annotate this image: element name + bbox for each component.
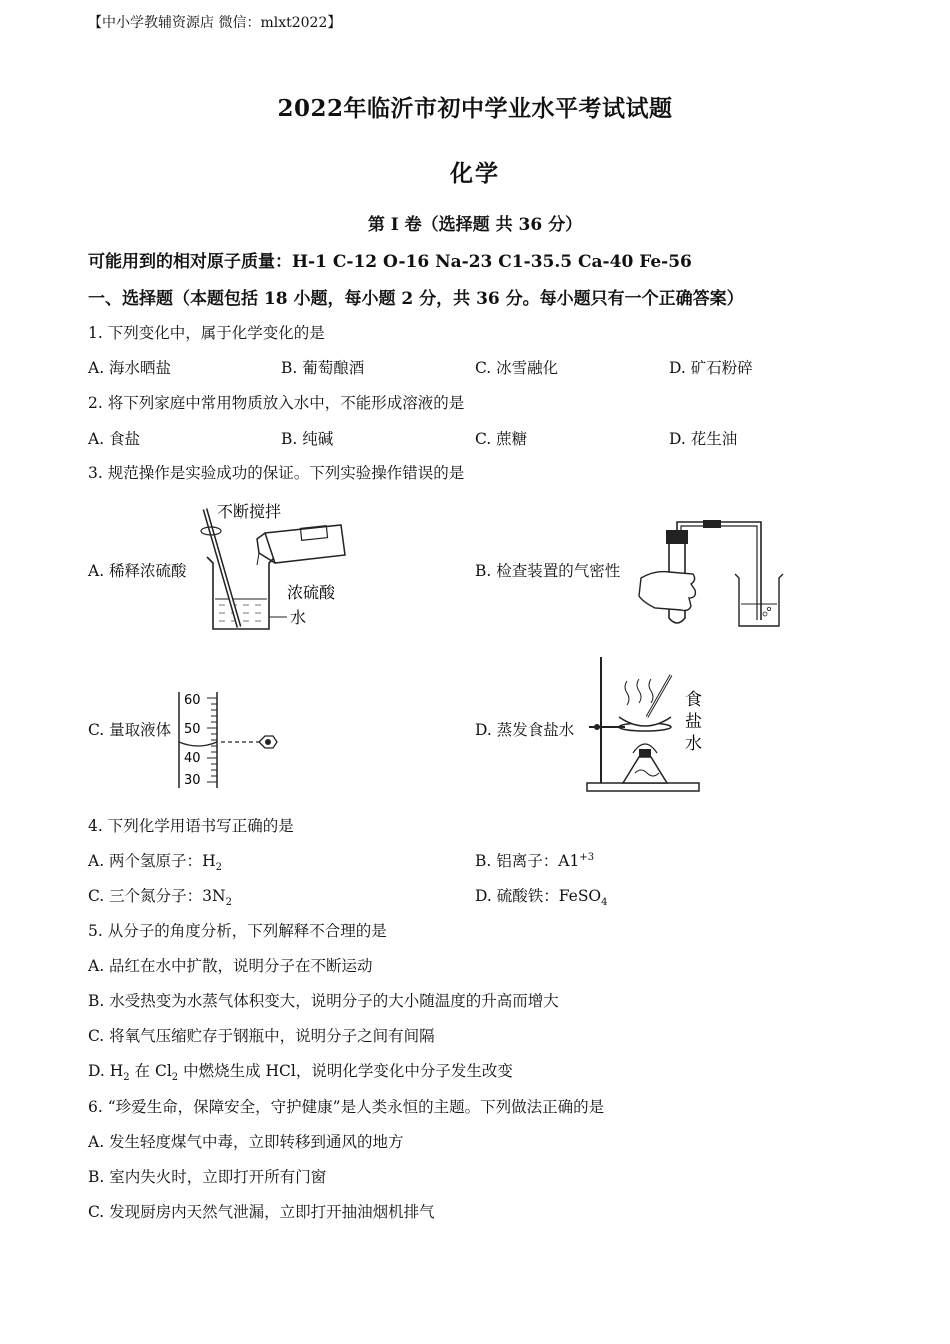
question-4-stem: 4. 下列化学用语书写正确的是 [88, 817, 294, 835]
q3-option-b[interactable]: B. 检查装置的气密性 [475, 562, 621, 580]
q4-c-sub: 2 [225, 897, 232, 909]
section-title: 一、选择题（本题包括 18 小题，每小题 2 分，共 36 分。每小题只有一个正确答案） [88, 289, 744, 309]
q4-d-formula: FeSO [558, 887, 602, 905]
atomic-masses: 可能用到的相对原子质量：H-1 C-12 O-16 Na-23 C1-35.5 Ca-40 Fe-56 [88, 252, 692, 272]
q3-option-d[interactable]: D. 蒸发食盐水 [475, 721, 575, 739]
question-5-stem: 5. 从分子的角度分析，下列解释不合理的是 [88, 922, 387, 940]
q2-option-a[interactable]: A. 食盐 [88, 430, 141, 448]
q4-b-label: B. 铝离子： [475, 852, 559, 870]
tick-label-60: 60 [184, 693, 201, 708]
q5-d-sub1: 2 [123, 1072, 130, 1084]
q4-option-d[interactable] [475, 884, 608, 908]
exam-title: 2022年临沂市初中学业水平考试试题 [277, 95, 673, 122]
q5-option-d[interactable] [88, 1059, 513, 1083]
q4-a-sub: 2 [215, 862, 222, 874]
q2-option-b[interactable]: B. 纯碱 [281, 430, 334, 448]
question-1-stem: 1. 下列变化中，属于化学变化的是 [88, 324, 325, 342]
question-2-stem: 2. 将下列家庭中常用物质放入水中，不能形成溶液的是 [88, 394, 465, 412]
figure-evaporation [585, 655, 715, 795]
q5-option-c[interactable]: C. 将氧气压缩贮存于钢瓶中，说明分子之间有间隔 [88, 1027, 435, 1045]
q6-option-b[interactable]: B. 室内失火时，立即打开所有门窗 [88, 1168, 327, 1186]
label-stir: 不断搅拌 [217, 502, 282, 521]
q4-d-sub: 4 [601, 897, 608, 909]
q4-b-formula: A1 [558, 852, 580, 870]
label-water: 水 [290, 608, 307, 627]
q6-option-a[interactable]: A. 发生轻度煤气中毒，立即转移到通风的地方 [88, 1133, 404, 1151]
q3-option-c[interactable]: C. 量取液体 [88, 721, 172, 739]
q1-option-b[interactable]: B. 葡萄酿酒 [281, 359, 365, 377]
q5-d-pre: D. H [88, 1062, 124, 1080]
q4-b-sup: +3 [579, 851, 595, 863]
q5-d-post: 中燃烧生成 HCl，说明化学变化中分子发生改变 [178, 1062, 513, 1080]
tick-label-50: 50 [184, 722, 201, 737]
q4-d-label: D. 硫酸铁： [475, 887, 559, 905]
label-acid: 浓硫酸 [287, 583, 336, 602]
q4-option-b[interactable] [475, 849, 594, 871]
q5-option-b[interactable]: B. 水受热变为水蒸气体积变大，说明分子的大小随温度的升高而增大 [88, 992, 559, 1010]
header-note: 【中小学教辅资源店 微信：mlxt2022】 [88, 15, 342, 31]
q1-option-a[interactable]: A. 海水晒盐 [88, 359, 172, 377]
q4-option-c[interactable] [88, 884, 232, 908]
q5-d-sub2: 2 [171, 1072, 179, 1084]
q6-option-c[interactable]: C. 发现厨房内天然气泄漏，立即打开抽油烟机排气 [88, 1203, 435, 1221]
label-salt-2: 盐 [685, 712, 702, 732]
q5-d-mid: 在 Cl [129, 1062, 172, 1080]
label-salt-3: 水 [685, 734, 702, 754]
q4-a-label: A. 两个氢原子： [88, 852, 203, 870]
q4-c-formula: 3N [202, 887, 226, 905]
label-salt-1: 食 [685, 690, 702, 710]
q4-a-formula: H [202, 852, 216, 870]
q4-c-label: C. 三个氮分子： [88, 887, 203, 905]
question-6-stem: 6. “珍爱生命，保障安全，守护健康”是人类永恒的主题。下列做法正确的是 [88, 1098, 605, 1116]
q5-option-a[interactable]: A. 品红在水中扩散，说明分子在不断运动 [88, 957, 373, 975]
subject-title: 化学 [450, 160, 500, 187]
q2-option-d[interactable]: D. 花生油 [669, 430, 738, 448]
figure-dilute-acid [195, 495, 355, 635]
q1-option-c[interactable]: C. 冰雪融化 [475, 359, 559, 377]
figure-measuring-cylinder [175, 690, 285, 790]
tick-label-30: 30 [184, 773, 201, 788]
q4-option-a[interactable] [88, 849, 222, 873]
tick-label-40: 40 [184, 751, 201, 766]
volume-title: 第 I 卷（选择题 共 36 分） [367, 215, 583, 235]
figure-airtightness [635, 510, 785, 635]
q3-option-a[interactable]: A. 稀释浓硫酸 [88, 562, 187, 580]
q2-option-c[interactable]: C. 蔗糖 [475, 430, 528, 448]
q1-option-d[interactable]: D. 矿石粉碎 [669, 359, 753, 377]
question-3-stem: 3. 规范操作是实验成功的保证。下列实验操作错误的是 [88, 464, 465, 482]
